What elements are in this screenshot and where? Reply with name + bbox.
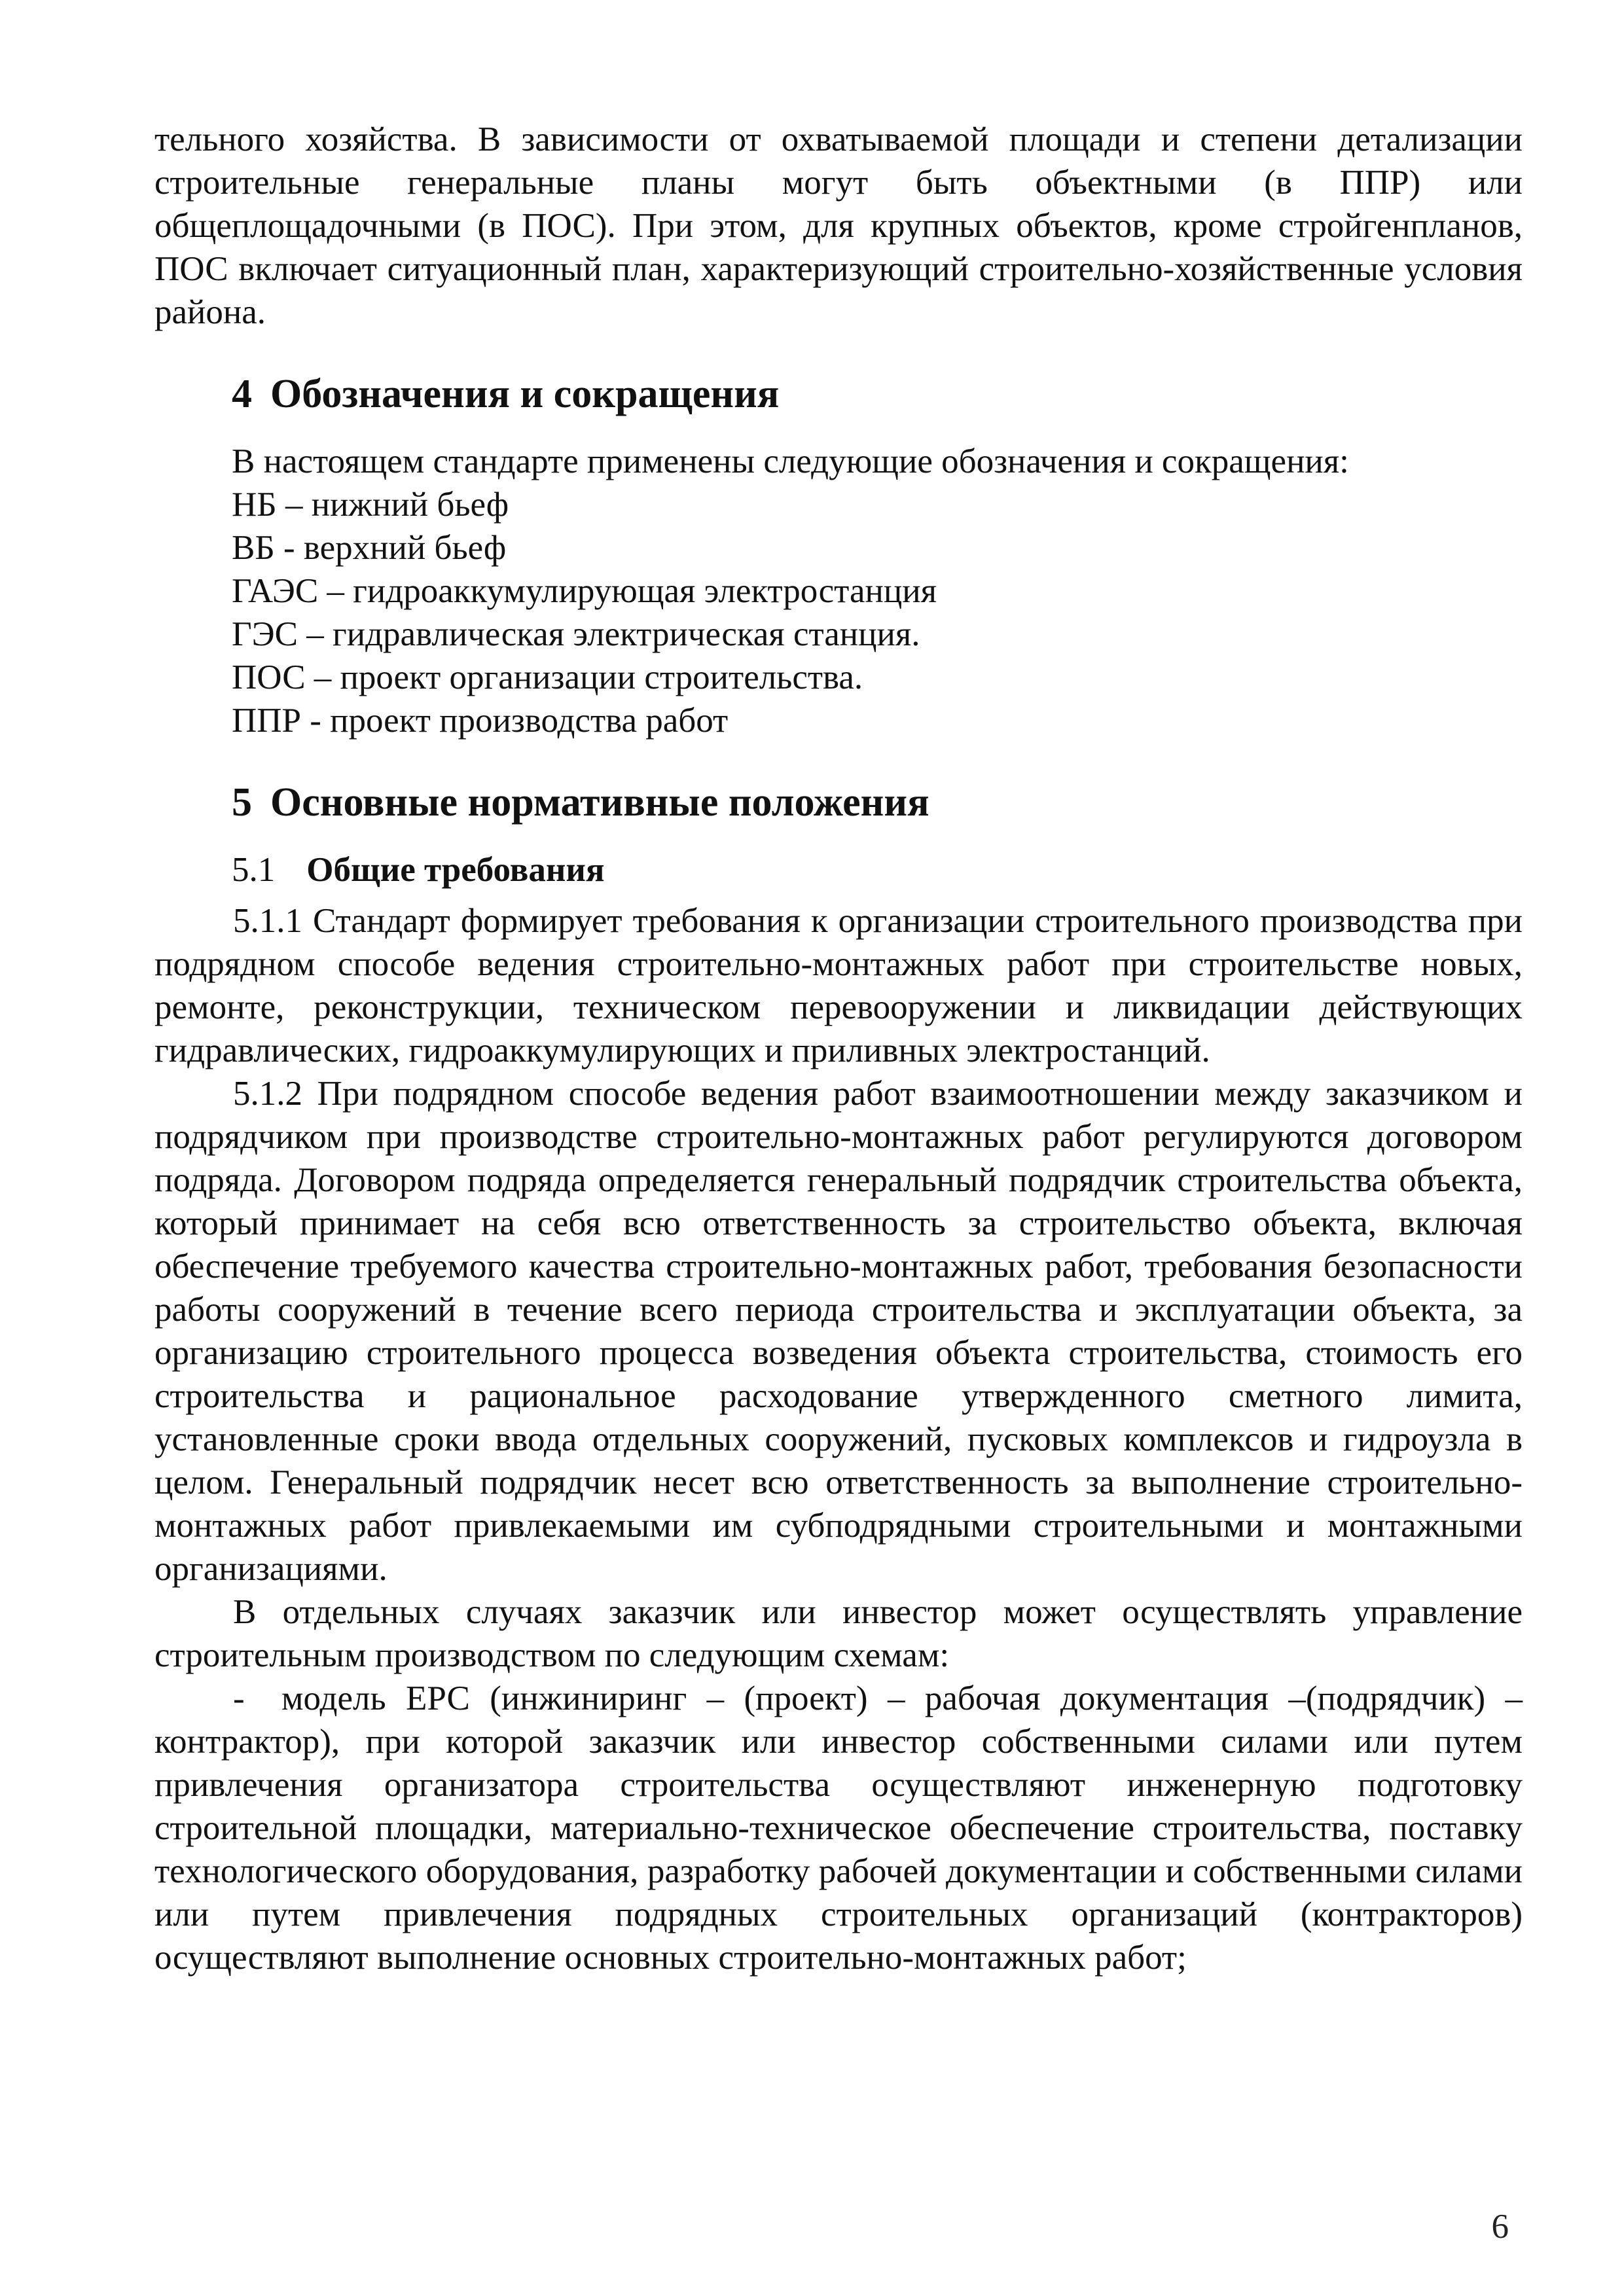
abbreviation-item: ГЭС – гидравлическая электрическая станция. bbox=[232, 615, 920, 653]
intro-paragraph: тельного хозяйства. В зависимости от охватываемой площади и степени детализации строительные генеральные планы могут быть объектными (в ППР) или общеплощадочными (в ПОС). При этом, для крупных объектов, кроме стройгенпланов, ПОС включает ситуационный план, характеризующий строительно-хозяйственные условия района. bbox=[154, 120, 1523, 331]
list-item-text: модель ЕРС (инжиниринг – (проект) – рабочая документация –(подрядчик) – контрактор), при которой заказчик или инвестор собственными силами или путем привлечения организатора строительства осуществляют инженерную подготовку строительной площадки, материально-техническое обеспечение строительства, поставку технологического оборудования, разработку рабочей документации и собственными силами или путем привлечения подрядных строительных организаций (контракторов) осуществляют выполнение основных строительно-монтажных работ; bbox=[154, 1679, 1523, 1977]
page-number: 6 bbox=[1491, 2208, 1509, 2246]
section-4-number: 4 bbox=[232, 372, 252, 416]
section-5-heading bbox=[232, 776, 1523, 829]
subsection-5-1-number: 5.1 bbox=[232, 851, 276, 889]
list-item-epc-model bbox=[154, 1677, 1523, 1979]
abbreviation-item: ПОС – проект организации строительства. bbox=[232, 658, 863, 696]
section-4-title: Обозначения и сокращения bbox=[270, 372, 780, 416]
paragraph-management-schemes: В отдельных случаях заказчик или инвестор может осуществлять управление строительным производством по следующим схемам: bbox=[154, 1593, 1523, 1674]
abbreviation-item: ГАЭС – гидроаккумулирующая электростанция bbox=[232, 572, 937, 610]
section-4-heading bbox=[232, 368, 1523, 420]
paragraph-5-1-2: 5.1.2 При подрядном способе ведения работ взаимоотношении между заказчиком и подрядчиком при производстве строительно-монтажных работ регулируются договором подряда. Договором подряда определяется генеральный подрядчик строительства объекта, который принимает на себя всю ответственность за строительство объекта, включая обеспечение требуемого качества строительно-монтажных работ, требования безопасности работы сооружений в течение всего периода строительства и эксплуатации объекта, за организацию строительного процесса возведения объекта строительства, стоимость его строительства и рациональное расходование утвержденного сметного лимита, установленные сроки ввода отдельных сооружений, пусковых комплексов и гидроузла в целом. Генеральный подрядчик несет всю ответственность за выполнение строительно-монтажных работ привлекаемыми им субподрядными строительными и монтажными организациями. bbox=[154, 1075, 1523, 1588]
subsection-5-1-heading bbox=[232, 848, 1523, 891]
subsection-5-1-title: Общие требования bbox=[306, 851, 605, 889]
section-5-title: Основные нормативные положения bbox=[270, 780, 929, 825]
list-dash: - bbox=[233, 1679, 245, 1717]
abbreviations-intro: В настоящем стандарте применены следующие обозначения и сокращения: bbox=[232, 442, 1349, 480]
abbreviations-list bbox=[232, 440, 1523, 742]
section-5-number: 5 bbox=[232, 780, 252, 825]
abbreviation-item: ППР - проект производства работ bbox=[232, 702, 729, 740]
paragraph-5-1-1: 5.1.1 Стандарт формирует требования к организации строительного производства при подрядном способе ведения строительно-монтажных работ при строительстве новых, ремонте, реконструкции, техническом перевооружении и ликвидации действующих гидравлических, гидроаккумулирующих и приливных электростанций. bbox=[154, 902, 1523, 1069]
abbreviation-item: НБ – нижний бьеф bbox=[232, 486, 509, 524]
abbreviation-item: ВБ - верхний бьеф bbox=[232, 529, 507, 567]
document-page bbox=[154, 118, 1523, 1979]
